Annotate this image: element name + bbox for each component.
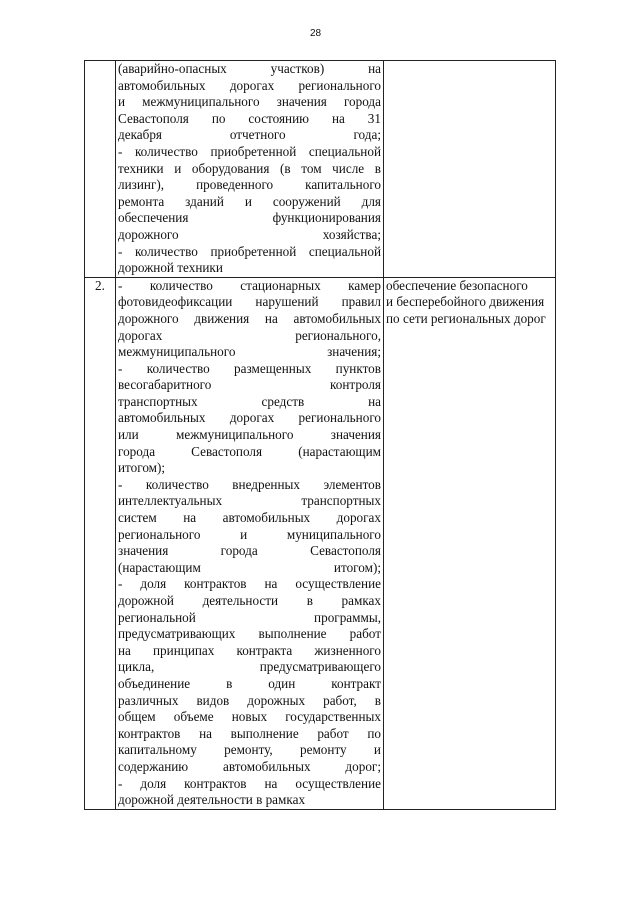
result-cell <box>384 61 556 278</box>
indicator-text-line: интеллектуальных транспортных <box>118 493 381 509</box>
indicator-text-line: транспортных средств на <box>118 393 381 409</box>
indicator-cell <box>116 61 384 278</box>
table-row <box>85 61 556 278</box>
indicator-text-line: - количество размещенных пунктов <box>118 360 381 376</box>
indicator-text-line: (нарастающим итогом); <box>118 559 381 575</box>
indicator-text-line: фотовидеофиксации нарушений правил <box>118 294 381 310</box>
indicator-text-line: итогом); <box>118 460 166 476</box>
indicator-text-line: автомобильных дорогах регионального <box>118 410 381 426</box>
indicator-text-line: (аварийно-опасных участков) на <box>118 61 381 76</box>
indicator-text-line: техники и оборудования (в том числе в <box>118 160 381 176</box>
indicator-cell <box>116 277 384 809</box>
result-text-line: и бесперебойного движения <box>386 294 545 310</box>
indicator-text-line: дорогах регионального, <box>118 327 381 343</box>
result-text-line: обеспечение безопасного <box>386 277 528 293</box>
row-number-cell <box>85 61 116 278</box>
indicator-text-line: систем на автомобильных дорогах <box>118 510 381 526</box>
indicator-text-line: автомобильных дорогах регионального <box>118 77 381 93</box>
indicator-text-line: ремонта зданий и сооружений для <box>118 193 381 209</box>
indicator-text-line: дорожного движения на автомобильных <box>118 310 381 326</box>
indicator-text-line: дорожной техники <box>118 260 223 276</box>
indicator-text-line: значения города Севастополя <box>118 543 381 559</box>
indicator-text-line: контрактов на выполнение работ по <box>118 725 381 741</box>
indicator-text-line: объединение в один контракт <box>118 675 381 691</box>
indicator-text-line: - количество приобретенной специальной <box>118 243 381 259</box>
indicator-text-line: межмуниципального значения; <box>118 344 381 360</box>
row-number-cell: 2. <box>85 277 116 809</box>
indicator-text-line: декабря отчетного года; <box>118 127 381 143</box>
indicator-text-line: дорожной деятельности в рамках <box>118 792 306 808</box>
indicator-text-line: - количество стационарных камер <box>118 277 381 293</box>
indicator-text-line: лизинг), проведенного капитального <box>118 177 381 193</box>
indicator-text-line: различных видов дорожных работ, в <box>118 692 381 708</box>
indicator-text-line: - количество приобретенной специальной <box>118 143 381 159</box>
indicator-text-line: - доля контрактов на осуществление <box>118 576 381 592</box>
indicator-text-line: капитальному ремонту, ремонту и <box>118 742 381 758</box>
indicator-text-line: весогабаритного контроля <box>118 377 381 393</box>
indicator-text-line: или межмуниципального значения <box>118 427 381 443</box>
indicator-text-line: дорожного хозяйства; <box>118 226 381 242</box>
indicator-text-line: - доля контрактов на осуществление <box>118 775 381 791</box>
indicators-table <box>84 60 556 810</box>
indicator-text-line: на принципах контракта жизненного <box>118 642 381 658</box>
indicator-text-line: обеспечения функционирования <box>118 210 381 226</box>
indicator-text-line: и межмуниципального значения города <box>118 94 381 110</box>
indicator-text-line: Севастополя по состоянию на 31 <box>118 110 381 126</box>
indicator-text-line: общем объеме новых государственных <box>118 709 381 725</box>
table-row <box>85 277 556 809</box>
indicator-text-line: цикла, предусматривающего <box>118 659 381 675</box>
table-body <box>85 61 556 810</box>
indicator-text-line: города Севастополя (нарастающим <box>118 443 381 459</box>
page-number: 28 <box>309 28 322 39</box>
result-text-line: по сети региональных дорог <box>386 310 546 326</box>
indicator-text-line: - количество внедренных элементов <box>118 476 381 492</box>
indicator-text-line: региональной программы, <box>118 609 381 625</box>
indicator-text-line: дорожной деятельности в рамках <box>118 593 381 608</box>
result-cell <box>384 277 556 809</box>
indicator-text-line: регионального и муниципального <box>118 526 381 542</box>
indicator-text-line: предусматривающих выполнение работ <box>118 626 381 642</box>
indicator-text-line: содержанию автомобильных дорог; <box>118 758 381 774</box>
